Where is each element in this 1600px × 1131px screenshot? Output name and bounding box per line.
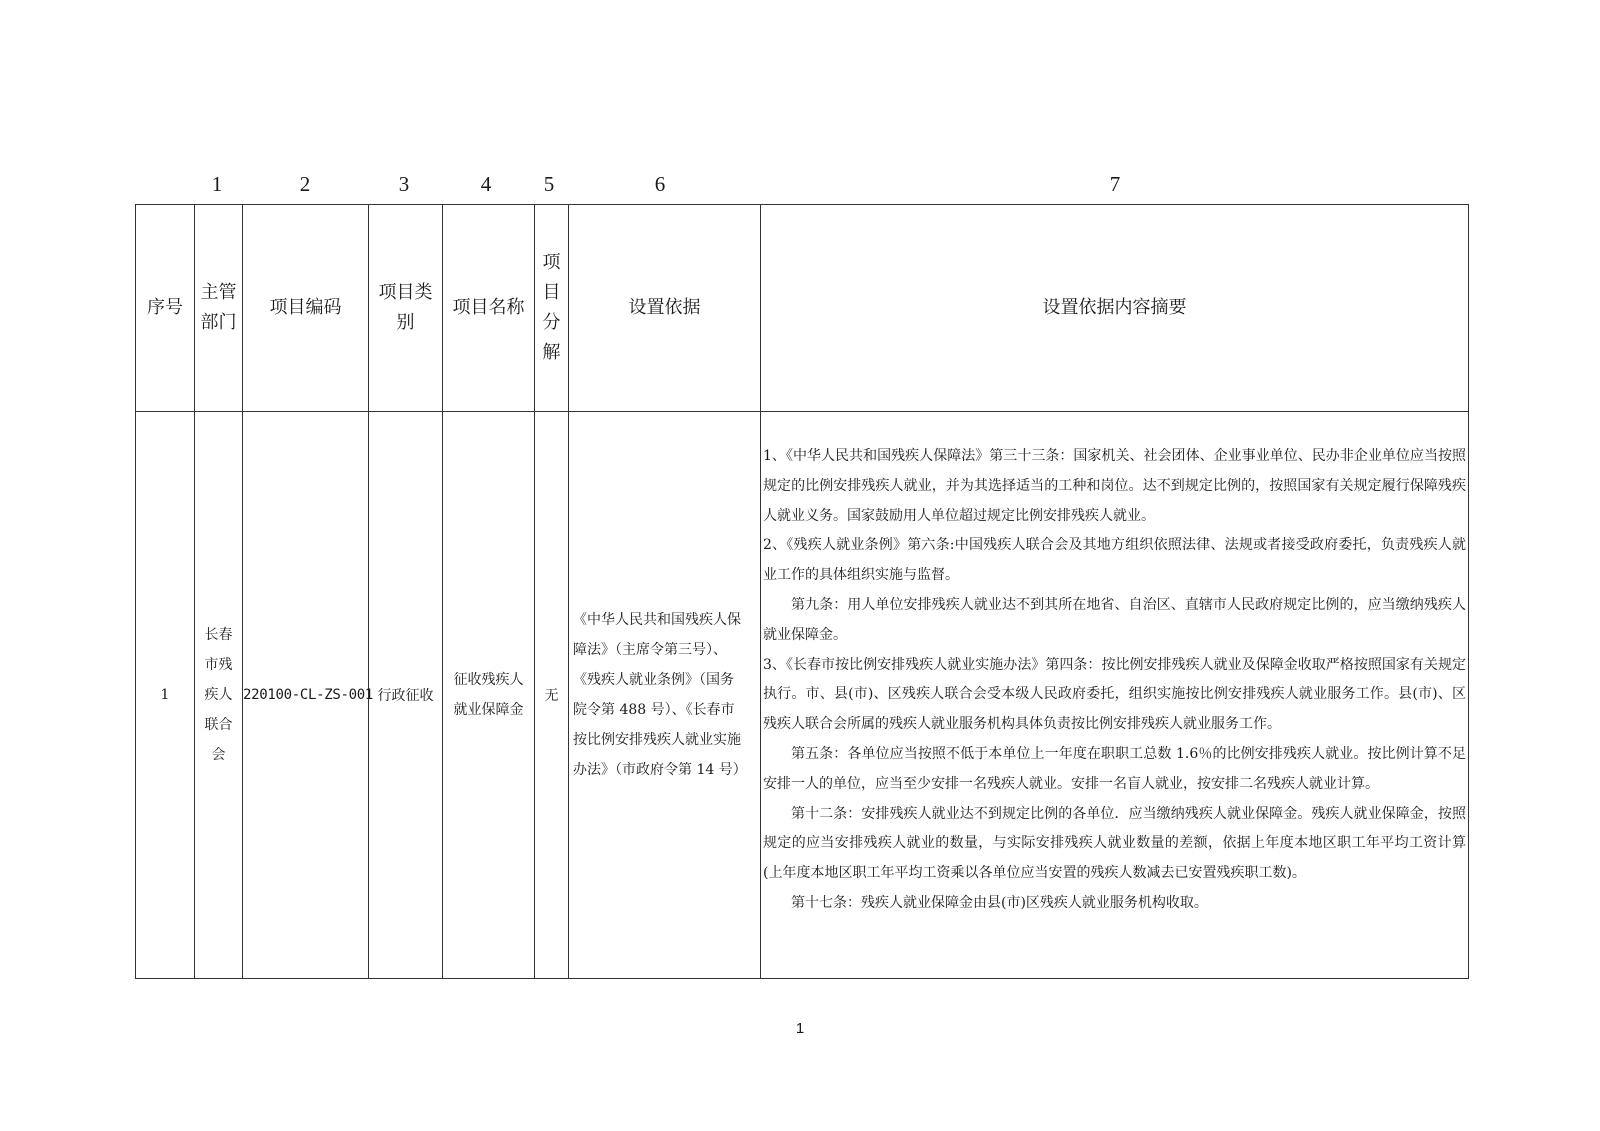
cell-category: 行政征收 xyxy=(369,412,443,979)
column-number: 1 xyxy=(211,172,223,196)
column-number: 3 xyxy=(398,172,410,196)
header-row xyxy=(136,205,1469,412)
summary-paragraph: 第五条：各单位应当按照不低于本单位上一年度在职职工总数 1.6％的比例安排残疾人就业。按比例计算不足安排一人的单位，应当至少安排一名残疾人就业。安排一名盲人就业，按安排二名残疾人就业计算。 xyxy=(763,745,1466,792)
column-number: 6 xyxy=(654,172,666,196)
cell-dept: 长春 市残 疾人 联合 会 xyxy=(195,412,243,979)
header-code: 项目编码 xyxy=(243,205,369,412)
cell-split: 无 xyxy=(535,412,569,979)
cell-code: 220100-CL-ZS-001 xyxy=(243,412,369,979)
table-row xyxy=(136,412,1469,979)
header-seq: 序号 xyxy=(136,205,195,412)
cell-seq: 1 xyxy=(136,412,195,979)
fee-project-table xyxy=(135,204,1469,979)
cell-name: 征收残疾人 就业保障金 xyxy=(443,412,535,979)
column-number: 5 xyxy=(543,172,555,196)
header-summary: 设置依据内容摘要 xyxy=(761,205,1469,412)
summary-paragraph: 3、《长春市按比例安排残疾人就业实施办法》第四条：按比例安排残疾人就业及保障金收取严格按照国家有关规定执行。市、县(市)、区残疾人联合会受本级人民政府委托，组织实施按比例安排残疾人就业服务工作。县(市)、区残疾人联合会所属的残疾人就业服务机构具体负责按比例安排残疾人就业服务工作。 xyxy=(763,656,1466,733)
summary-paragraph: 1、《中华人民共和国残疾人保障法》第三十三条：国家机关、社会团体、企业事业单位、民办非企业单位应当按照规定的比例安排残疾人就业，并为其选择适当的工种和岗位。达不到规定比例的，按照国家有关规定履行保障残疾人就业义务。国家鼓励用人单位超过规定比例安排残疾人就业。 xyxy=(763,448,1466,524)
header-category: 项目类 别 xyxy=(369,205,443,412)
column-number-row xyxy=(0,172,1600,198)
header-basis: 设置依据 xyxy=(569,205,761,412)
column-number: 2 xyxy=(299,172,311,196)
page-number: 1 xyxy=(795,1020,805,1037)
summary-paragraph: 第十二条：安排残疾人就业达不到规定比例的各单位．应当缴纳残疾人就业保障金。残疾人就业保障金，按照规定的应当安排残疾人就业的数量，与实际安排残疾人就业数量的差额，依据上年度本地区职工年平均工资计算(上年度本地区职工年平均工资乘以各单位应当安置的残疾人数减去已安置残疾职工数)。 xyxy=(763,805,1466,882)
summary-paragraph: 第十七条：残疾人就业保障金由县(市)区残疾人就业服务机构收取。 xyxy=(791,894,1208,911)
cell-basis: 《中华人民共和国残疾人保 障法》（主席令第三号）、 《残疾人就业条例》（国务 院令第 488 号）、《长春市 按比例安排残疾人就业实施 办法》（市政府令第 14 号） xyxy=(569,412,761,979)
header-split: 项 目 分 解 xyxy=(535,205,569,412)
header-dept: 主管 部门 xyxy=(195,205,243,412)
summary-paragraph: 第九条：用人单位安排残疾人就业达不到其所在地省、自治区、直辖市人民政府规定比例的，应当缴纳残疾人就业保障金。 xyxy=(763,596,1466,643)
summary-paragraph: 2、《残疾人就业条例》第六条:中国残疾人联合会及其地方组织依照法律、法规或者接受政府委托，负责残疾人就业工作的具体组织实施与监督。 xyxy=(763,537,1466,584)
header-name: 项目名称 xyxy=(443,205,535,412)
column-number: 4 xyxy=(480,172,492,196)
column-number: 7 xyxy=(1109,172,1121,196)
cell-summary xyxy=(761,412,1469,979)
